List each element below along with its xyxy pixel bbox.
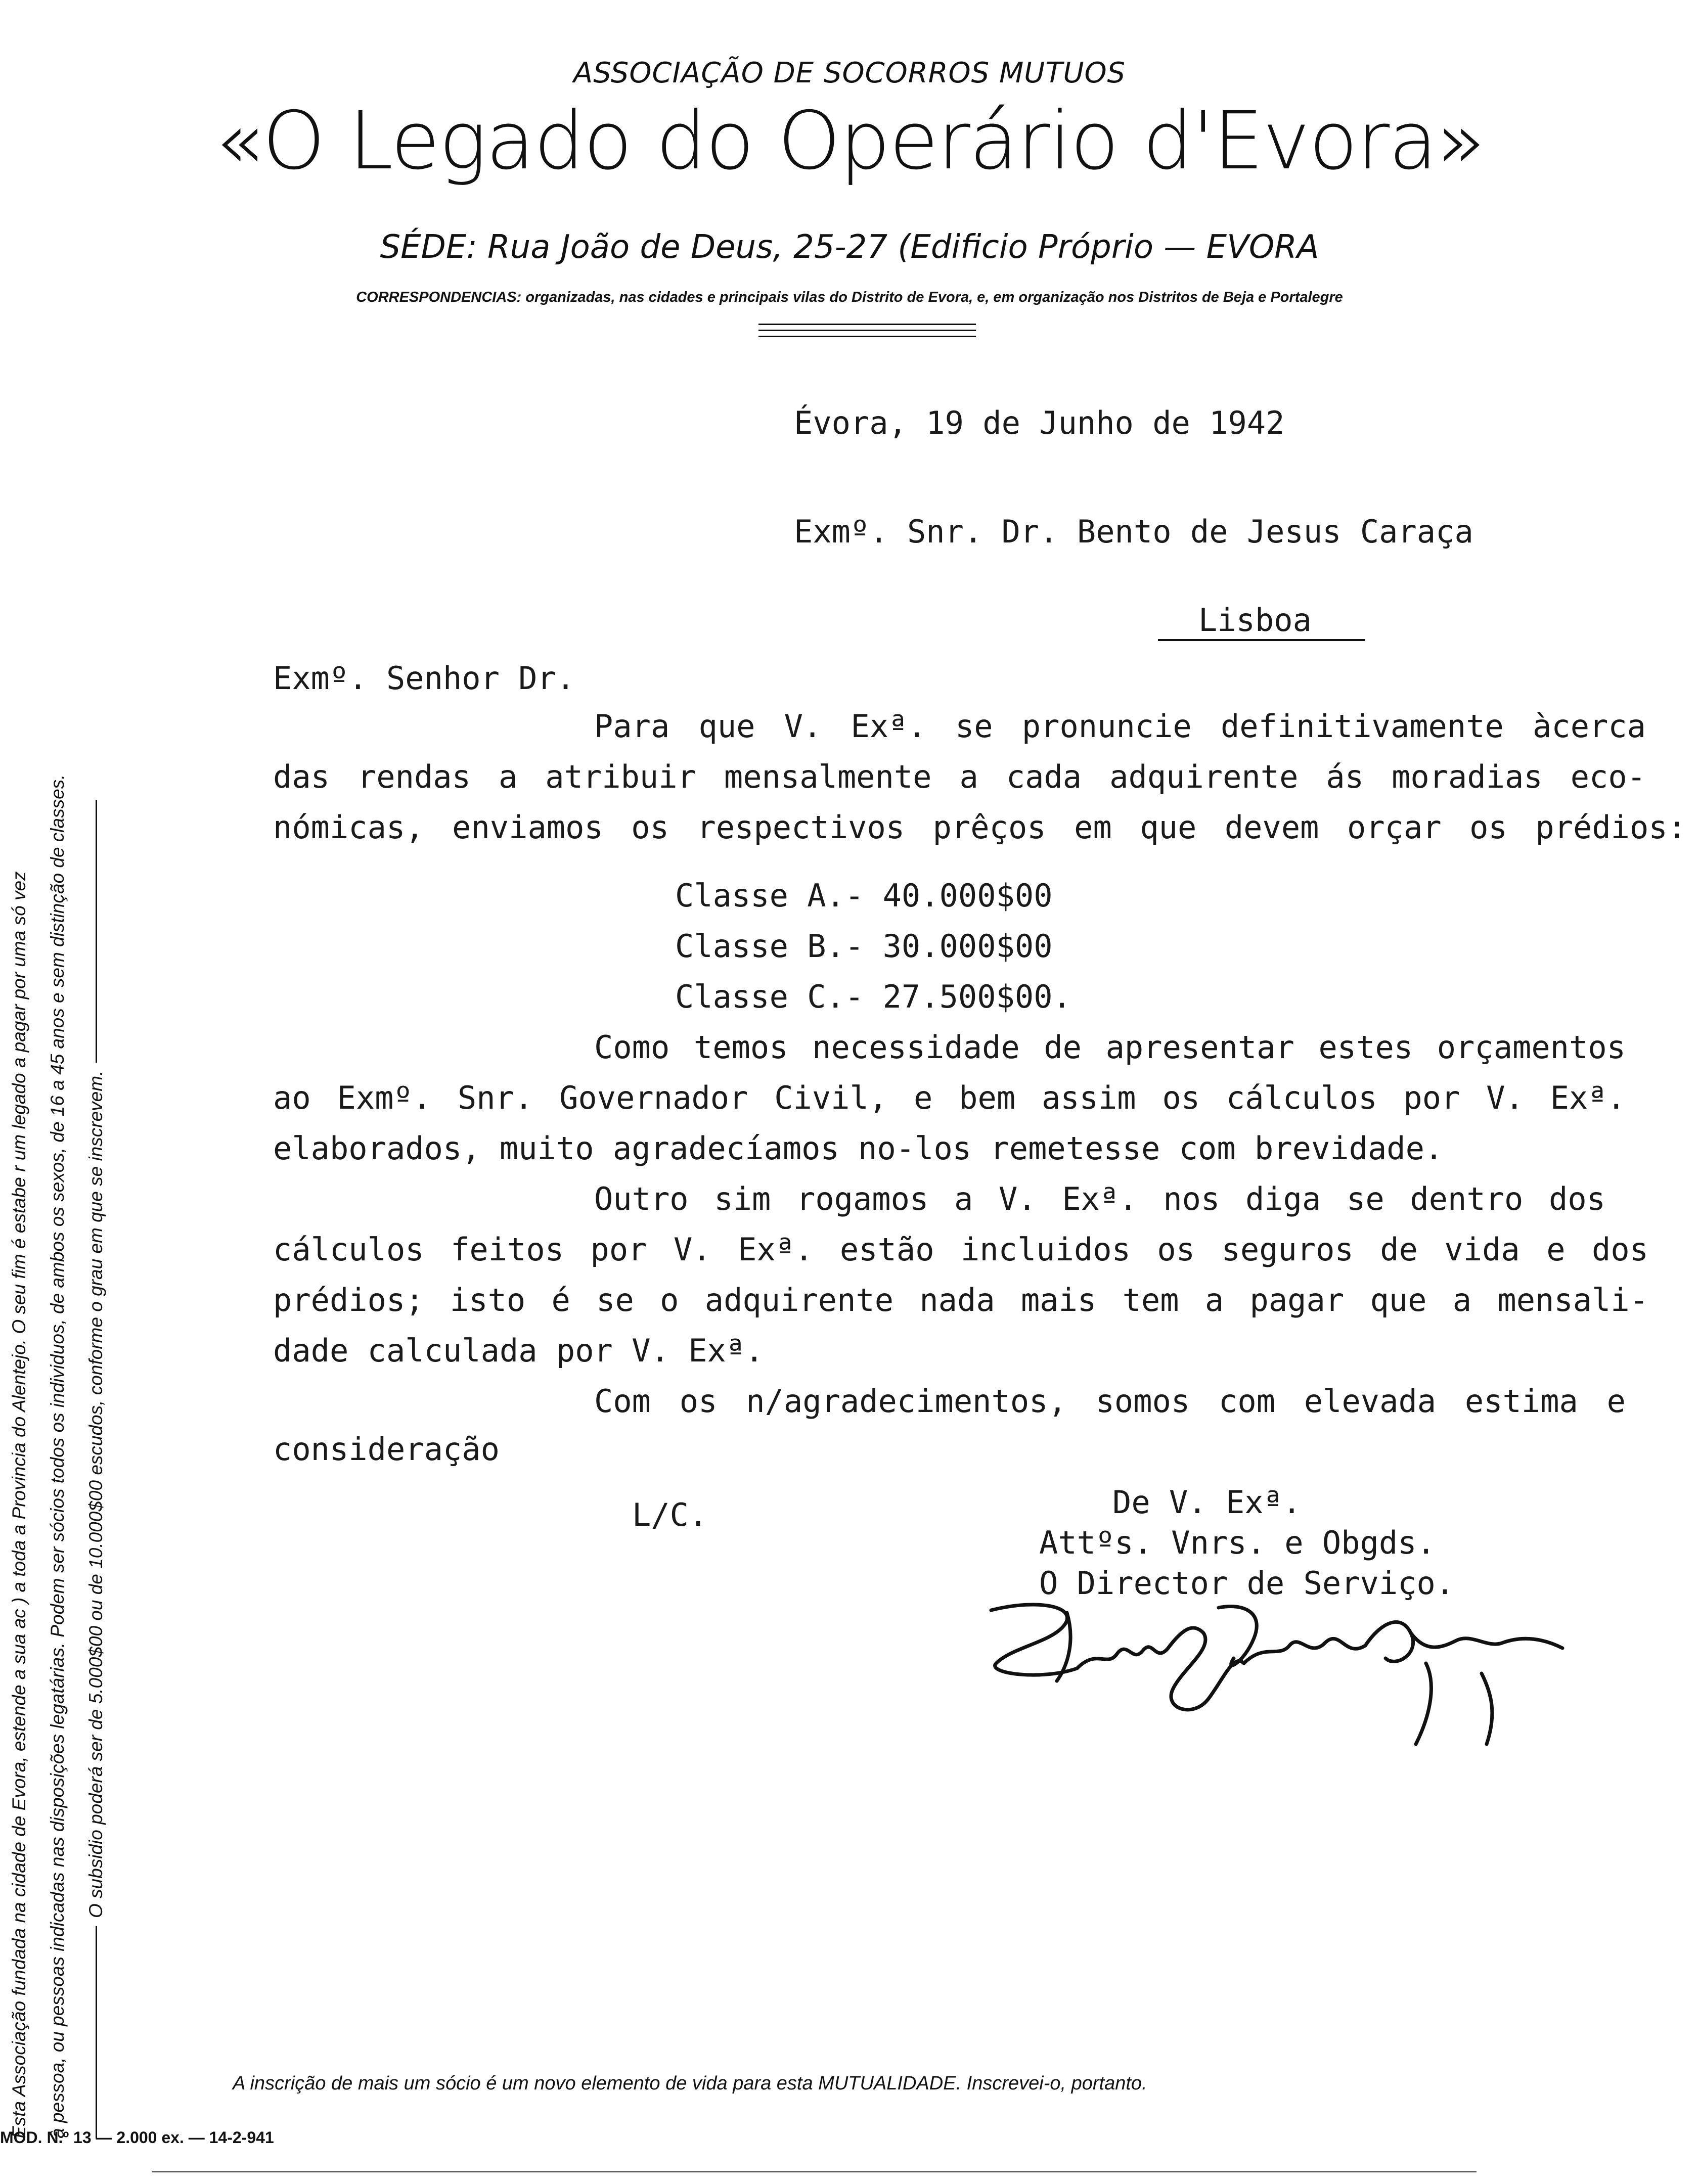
price-class-b: Classe B.- 30.000$00 <box>675 928 1053 965</box>
closing-line-2: Attºs. Vnrs. e Obgds. <box>1039 1524 1436 1561</box>
closing-line-1: De V. Exª. <box>1112 1484 1302 1521</box>
letterhead-rule-1 <box>758 324 976 325</box>
price-class-c: Classe C.- 27.500$00. <box>675 978 1071 1015</box>
p3-line-2: cálculos feitos por V. Exª. estão incluidos os seguros de vida e dos <box>273 1231 1648 1268</box>
side-rule-left <box>96 1926 97 2138</box>
association-name: «O Legado do Operário d'Evora» <box>214 95 1485 188</box>
closing-line-3: O Director de Serviço. <box>1039 1565 1455 1602</box>
city-underline <box>1158 639 1365 641</box>
p3-line-3: prédios; isto é se o adquirente nada mais tem a pagar que a mensali- <box>273 1282 1648 1318</box>
headquarters-address: SÉDE: Rua João de Deus, 25-27 (Edificio Próprio — EVORA <box>380 229 1319 266</box>
side-note-line-3-text: O subsidio poderá ser de 5.000$00 ou de 10.000$00 escudos, conforme o grau em que se inscrevem. <box>85 1070 106 1918</box>
recipient-city: Lisboa <box>1198 602 1312 639</box>
side-rule-right <box>96 800 97 1063</box>
p2-line-1: Como temos necessidade de apresentar estes orçamentos <box>594 1029 1626 1066</box>
p4-line-1: Com os n/agradecimentos, somos com elevada estima e <box>594 1383 1626 1420</box>
side-note-line-2: à pessoa, ou pessoas indicadas nas disposições legatárias. Podem ser sócios todos os individuos, de ambos os sexos, de 16 a 45 anos e sem distinção de classes. <box>47 774 68 2138</box>
p1-line-2: das rendas a atribuir mensalmente a cada adquirente ás moradias eco- <box>273 758 1646 795</box>
price-class-a: Classe A.- 40.000$00 <box>675 877 1053 914</box>
p4-line-2: consideração <box>273 1431 500 1468</box>
p3-line-4: dade calculada por V. Exª. <box>273 1332 764 1369</box>
letterhead-rule-3 <box>758 336 976 337</box>
p3-line-1: Outro sim rogamos a V. Exª. nos diga se dentro dos <box>594 1180 1605 1217</box>
side-note-line-1: Esta Associação fundada na cidade de Evora, estende a sua ac ) a toda a Provincia do Alentejo. O seu fim é estabe r um legado a pagar por uma só vez <box>9 871 29 2138</box>
correspondents-note: CORRESPONDENCIAS: organizadas, nas cidades e principais vilas do Distrito de Evora, e, em organização nos Distritos de Beja e Portalegre <box>356 289 1343 305</box>
form-model-number: MOD. N.º 13 — 2.000 ex. — 14-2-941 <box>0 2128 274 2147</box>
footer-rule <box>152 2171 1477 2172</box>
letterhead-rule-2 <box>758 330 976 331</box>
salutation: Exmº. Senhor Dr. <box>273 660 575 697</box>
association-type: ASSOCIAÇÃO DE SOCORROS MUTUOS <box>573 57 1126 89</box>
membership-slogan: A inscrição de mais um sócio é um novo elemento de vida para esta MUTUALIDADE. Inscrevei-o, portanto. <box>233 2073 1147 2094</box>
letter-date: Évora, 19 de Junho de 1942 <box>794 404 1285 441</box>
recipient-name: Exmº. Snr. Dr. Bento de Jesus Caraça <box>794 513 1473 550</box>
p1-line-1: Para que V. Exª. se pronuncie definitivamente àcerca <box>594 708 1646 745</box>
side-note-line-3 <box>77 329 115 2138</box>
p2-line-2: ao Exmº. Snr. Governador Civil, e bem assim os cálculos por V. Exª. <box>273 1079 1626 1116</box>
p1-line-3: nómicas, enviamos os respectivos prêços em que devem orçar os prédios: <box>273 809 1686 846</box>
p2-line-3: elaborados, muito agradecíamos no-los remetesse com brevidade. <box>273 1130 1444 1167</box>
typist-initials: L/C. <box>632 1496 708 1533</box>
signature <box>981 1592 1578 1754</box>
